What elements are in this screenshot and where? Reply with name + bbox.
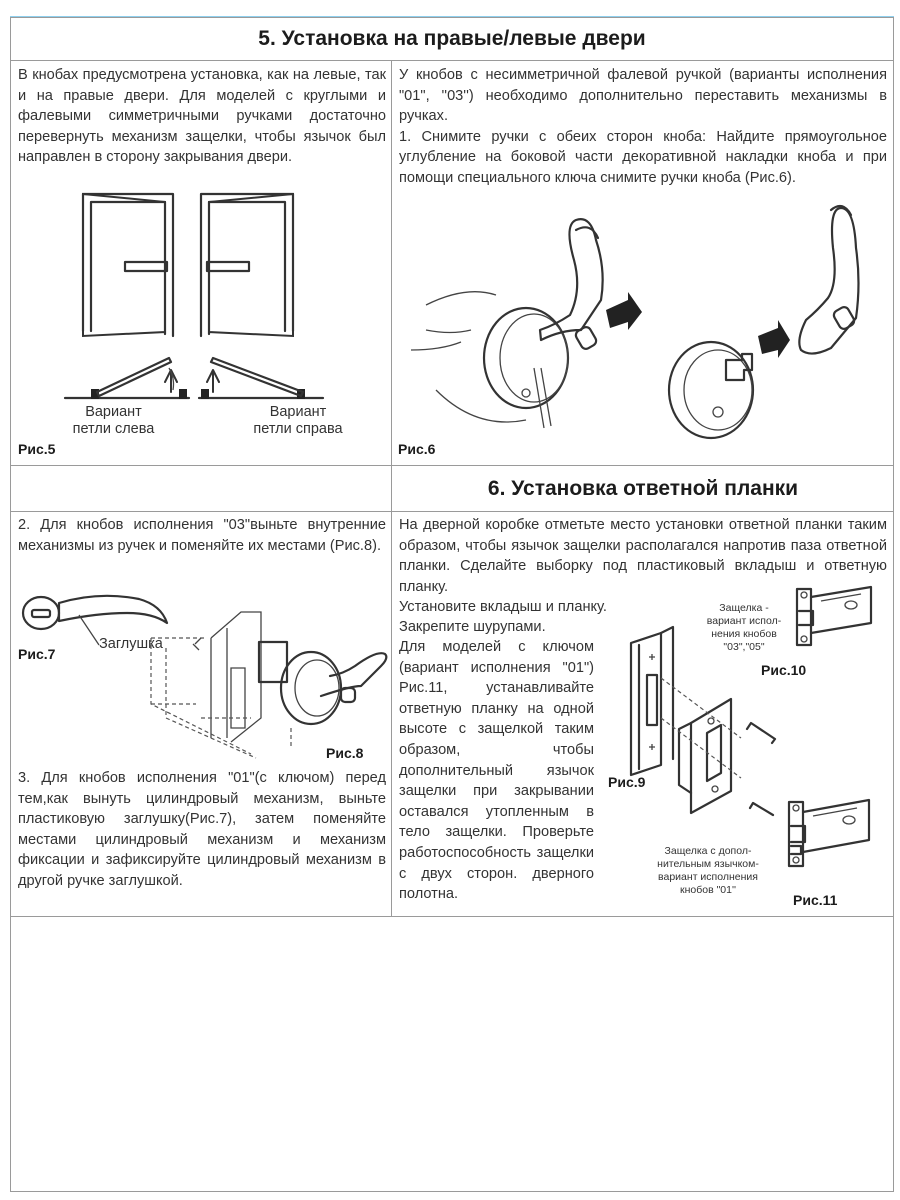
paragraph: Для моделей с ключом (вариант исполнения "01") Рис.11, устанавливайте ответную планку на одной высоте с защелкой таким образом, чтобы дополнительный язычок защелки при закрывании оставался утопленным в тело защелки. Проверьте работоспособность защелки с двух сторон. дверного полотна.: [399, 639, 594, 903]
fig8-mechanism-swap-illustration: [141, 608, 391, 748]
divider: [11, 916, 893, 917]
variant-right-label: Вариант петли справа: [253, 404, 343, 437]
fig9-strike-plate-illustration: [611, 623, 791, 823]
fig10-label: Рис.10: [761, 662, 807, 678]
fig11-label: Рис.11: [793, 892, 838, 908]
divider: [11, 60, 893, 61]
fig5-label: Рис.5: [18, 441, 56, 457]
fig11-latch-illustration: [783, 796, 893, 876]
divider: [11, 511, 893, 512]
fig9-label: Рис.9: [608, 774, 646, 790]
fig10-note: Защелка - вариант испол- нения кнобов "03","05": [706, 602, 782, 653]
fig6-handle-removal-illustration: [406, 200, 896, 460]
paragraph: У кнобов с несимметричной фалевой ручкой (варианты исполнения "01", ''03'') необходимо дополнительно переставить механизмы в ручках.: [399, 67, 887, 125]
paragraph: На дверной коробке отметьте место установки ответной планки таким образом, чтобы язычок защелки располагался напротив паза ответной планки. Сделайте выборку под пластиковый вкладыш и ответную планку.: [399, 517, 887, 595]
section-6-install-text: Установите вкладыш и планку.: [399, 599, 607, 615]
instruction-sheet: [10, 17, 894, 1192]
paragraph: 2. Для кнобов исполнения "03"выньте внутренние механизмы из ручек и поменяйте их местами (Рис.8).: [18, 517, 386, 554]
section-6-screws-text: Закрепите шурупами.: [399, 619, 546, 635]
step-3-text: [18, 768, 386, 892]
variant-left-label: Вариант петли слева: [72, 404, 155, 437]
section-5-right-text: [399, 65, 887, 189]
fig7-label: Рис.7: [18, 646, 56, 662]
paragraph: В кнобах предусмотрена установка, как на левые, так и на правые двери. Для моделей с круглыми и фалевыми симметричными ручками достаточно перевернуть механизм защелки, чтобы язычок был направлен в сторону закрывания двери.: [18, 67, 386, 166]
paragraph: 3. Для кнобов исполнения "01"(с ключом) перед тем,как вынуть цилиндровый механизм, выньте пластиковую заглушку(Рис.7), затем поменяйте местами цилиндровый механизм и механизм фиксации и зафиксируйте цилиндровый механизм в другой ручке заглушкой.: [18, 770, 386, 889]
section-5-left-text: [18, 65, 386, 168]
section-6-title: 6. Установка ответной планки: [487, 477, 799, 500]
fig10-latch-illustration: [791, 583, 891, 653]
divider: [11, 465, 893, 466]
fig5-doors-illustration: [61, 186, 351, 411]
column-divider: [391, 60, 392, 916]
plug-label: Заглушка: [99, 636, 163, 652]
paragraph: 1. Снимите ручки с обеих сторон кноба: Найдите прямоугольное углубление на боковой части декоративной накладки кноба и при помощи специального ключа снимите ручки кноба (Рис.6).: [399, 128, 887, 186]
fig11-note: Защелка с допол- нительным язычком- вариант исполнения кнобов "01'': [657, 845, 759, 896]
fig8-label: Рис.8: [326, 745, 364, 761]
section-5-title: 5. Установка на правые/левые двери: [258, 27, 646, 50]
fig6-label: Рис.6: [398, 441, 436, 457]
section-6-key-model-text: [399, 637, 594, 905]
step-2-text: [18, 515, 386, 556]
